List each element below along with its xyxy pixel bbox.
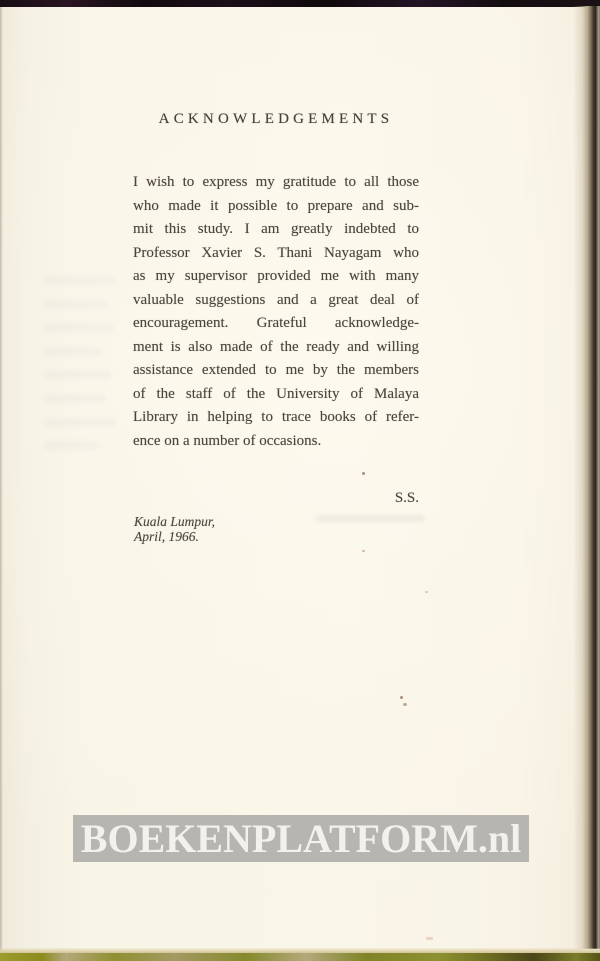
scan-left-edge [0,0,3,961]
showthrough-line [44,347,102,356]
body-line: ment is also made of the ready and willing [133,338,419,355]
showthrough-line [44,370,112,379]
acknowledgements-paragraph [133,171,419,453]
body-line: I wish to express my gratitude to all those [133,174,419,190]
body-line: Library in helping to trace books of refer- [133,409,419,425]
showthrough-line [44,323,114,332]
foxing-speck [400,696,403,699]
book-cover-bottom-edge [0,953,600,961]
showthrough-line [44,441,99,450]
imprint-date: April, 1966. [134,529,199,544]
foxing-speck [425,591,428,593]
showthrough-line [44,276,116,285]
body-line: ence on a number of occasions. [133,432,322,449]
foxing-speck [403,703,407,706]
body-line: as my supervisor provided me with many [133,268,419,284]
body-line: Professor Xavier S. Thani Nayagam who [133,244,419,261]
body-line: assistance extended to me by the members [133,362,419,378]
watermark-band [73,815,529,862]
showthrough-line [44,300,108,309]
author-initials: S.S. [394,490,419,506]
foxing-speck [426,937,433,940]
pencil-smudge [315,515,425,522]
body-line: encouragement. Grateful acknowledge- [133,315,419,331]
foxing-speck [362,472,365,475]
body-line: valuable suggestions and a great deal of [133,291,419,308]
body-line: mit this study. I am greatly indebted to [133,221,419,237]
body-line: of the staff of the University of Malaya [133,385,419,402]
scan-top-edge [0,0,600,7]
showthrough-line [44,394,106,403]
imprint-place-date [134,514,215,544]
foxing-speck [362,550,365,552]
imprint-place: Kuala Lumpur, [134,514,216,529]
body-line: who made it possible to prepare and sub- [133,197,419,214]
watermark-text: BOEKENPLATFORM.nl [80,816,522,861]
page-stack-right-edge [573,6,600,949]
showthrough-line [44,418,116,427]
page-title: ACKNOWLEDGEMENTS [158,111,394,127]
